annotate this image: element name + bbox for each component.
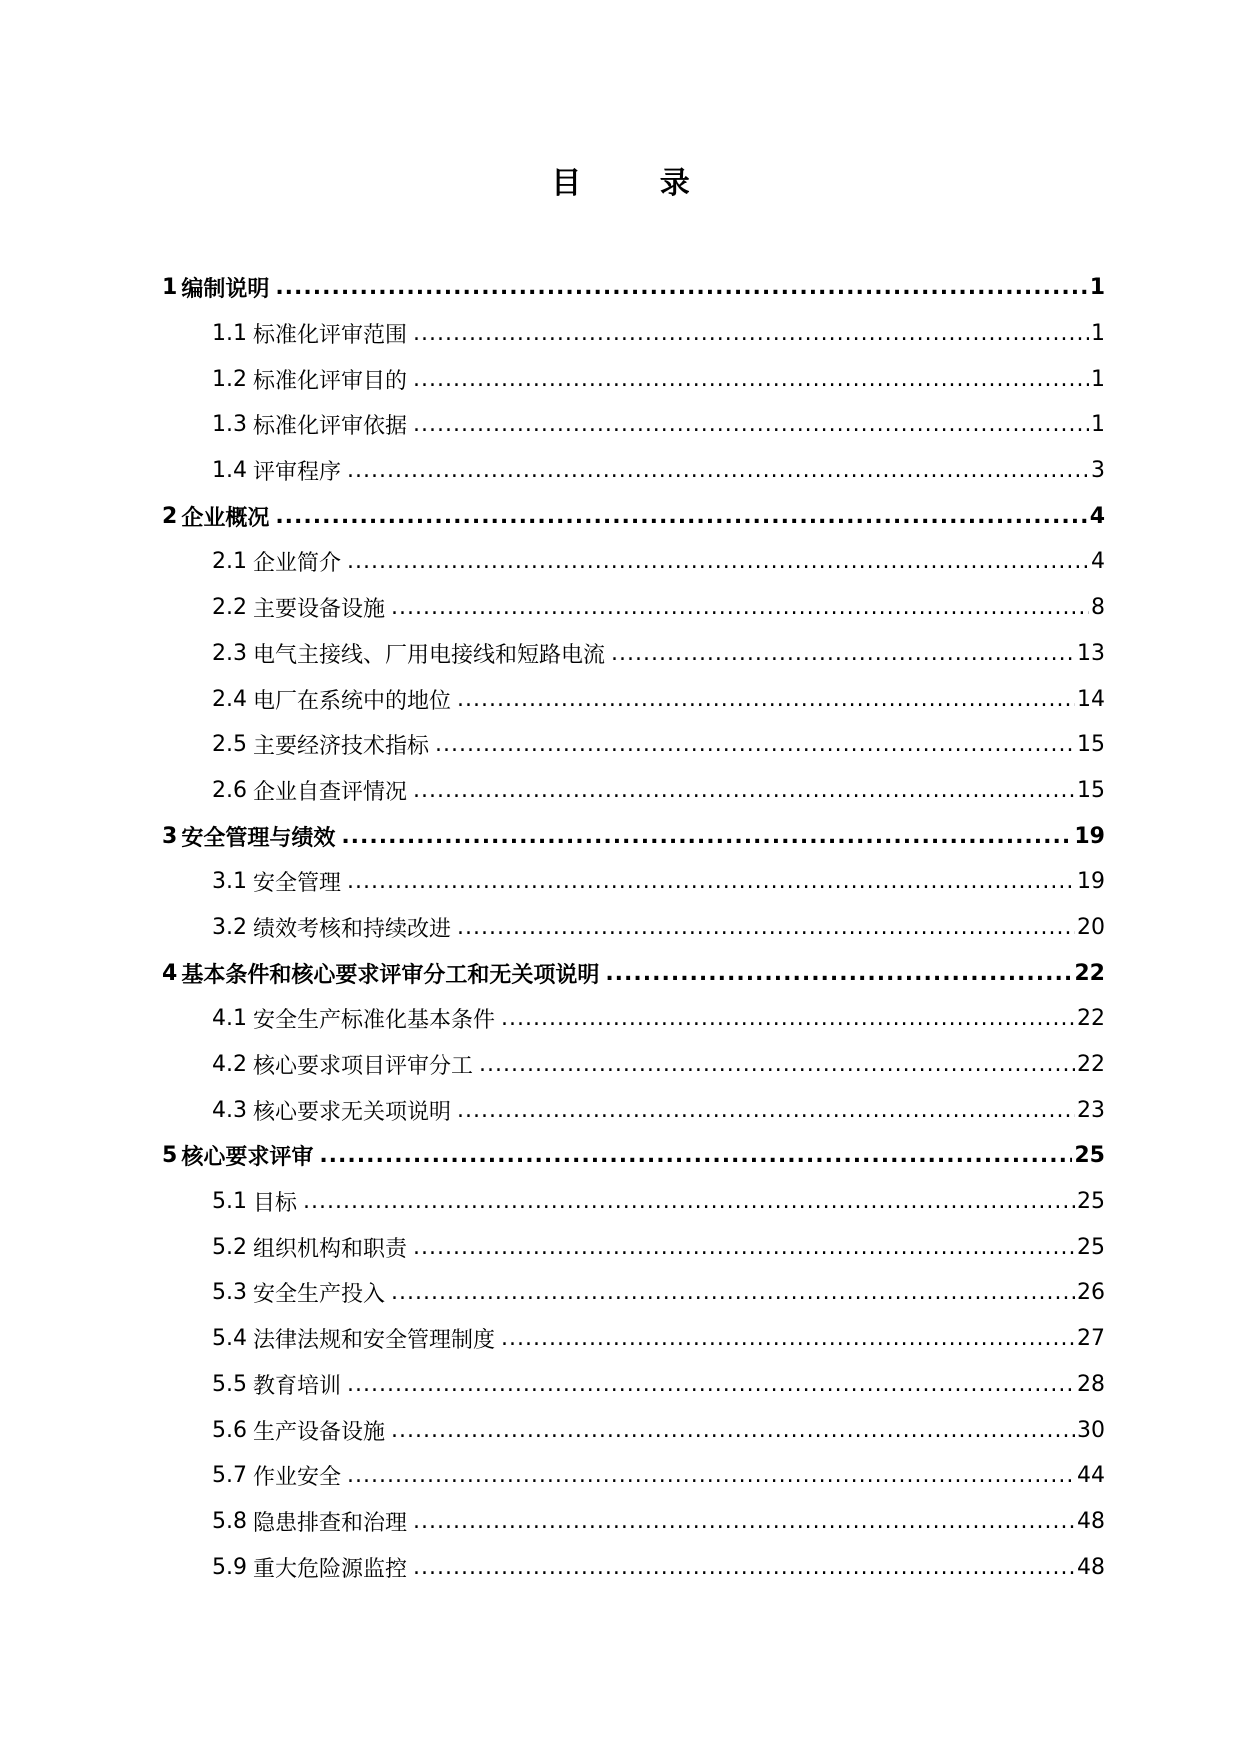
toc-entry-number: 2.4 xyxy=(212,686,247,712)
toc-section-entry[interactable] xyxy=(162,356,1105,402)
toc-entry-number: 5.6 xyxy=(212,1417,247,1443)
toc-page-number: 28 xyxy=(1077,1371,1105,1397)
toc-page-number: 22 xyxy=(1077,1006,1105,1032)
toc-dot-leader xyxy=(413,1555,1075,1580)
toc-entry-number: 5 xyxy=(162,1143,178,1169)
toc-section-entry[interactable] xyxy=(162,768,1105,814)
toc-dot-leader xyxy=(435,732,1075,757)
toc-page-number: 20 xyxy=(1077,914,1105,940)
toc-entry-title: 标准化评审依据 xyxy=(253,414,408,440)
toc-entry-title: 教育培训 xyxy=(253,1373,342,1399)
toc-entry-title: 组织机构和职责 xyxy=(253,1236,408,1262)
toc-dot-leader xyxy=(347,1372,1075,1397)
toc-page-number: 14 xyxy=(1077,686,1105,712)
toc-entry-number: 5.7 xyxy=(212,1463,247,1489)
toc-entry-title: 标准化评审范围 xyxy=(253,323,408,349)
toc-entry-title: 生产设备设施 xyxy=(253,1419,386,1445)
toc-entry-title: 目标 xyxy=(253,1191,298,1217)
toc-page-number: 30 xyxy=(1077,1417,1105,1443)
toc-section-entry[interactable] xyxy=(162,1407,1105,1453)
toc-section-entry[interactable] xyxy=(162,676,1105,722)
toc-entry-title: 绩效考核和持续改进 xyxy=(253,916,452,942)
toc-entry-number: 5.8 xyxy=(212,1508,247,1534)
toc-page-number: 22 xyxy=(1074,960,1105,986)
toc-entry-number: 5.3 xyxy=(212,1280,247,1306)
toc-page-number: 8 xyxy=(1091,595,1105,621)
toc-entry-number: 2 xyxy=(162,503,178,529)
toc-page-number: 26 xyxy=(1077,1280,1105,1306)
page-title: 目 录 xyxy=(551,166,724,201)
toc-entry-title: 标准化评审目的 xyxy=(253,368,408,394)
toc-dot-leader xyxy=(303,1189,1075,1214)
toc-section-entry[interactable] xyxy=(162,1499,1105,1545)
toc-section-entry[interactable] xyxy=(162,1270,1105,1316)
toc-dot-leader xyxy=(347,869,1075,894)
toc-page-number: 13 xyxy=(1077,640,1105,666)
toc-dot-leader xyxy=(413,412,1089,437)
toc-dot-leader xyxy=(413,1235,1075,1260)
toc-section-entry[interactable] xyxy=(162,1042,1105,1088)
toc-entry-number: 1.3 xyxy=(212,412,247,438)
toc-dot-leader xyxy=(275,275,1087,300)
toc-dot-leader xyxy=(457,687,1075,712)
toc-entry-number: 1.2 xyxy=(212,366,247,392)
toc-chapter-entry[interactable] xyxy=(162,950,1105,996)
toc-section-entry[interactable] xyxy=(162,1224,1105,1270)
toc-entry-number: 1.1 xyxy=(212,321,247,347)
toc-entry-title: 安全生产投入 xyxy=(253,1282,386,1308)
toc-chapter-entry[interactable] xyxy=(162,1133,1105,1179)
toc-entry-number: 5.5 xyxy=(212,1371,247,1397)
toc-entry-title: 作业安全 xyxy=(253,1465,342,1491)
toc-entry-title: 电厂在系统中的地位 xyxy=(253,688,452,714)
toc-page-number: 1 xyxy=(1089,275,1105,301)
toc-dot-leader xyxy=(501,1326,1075,1351)
toc-entry-number: 4 xyxy=(162,960,178,986)
toc-entry-title: 重大危险源监控 xyxy=(253,1556,408,1582)
toc-entry-number: 2.5 xyxy=(212,732,247,758)
toc-dot-leader xyxy=(319,1143,1072,1168)
toc-section-entry[interactable] xyxy=(162,1544,1105,1590)
toc-entry-number: 1.4 xyxy=(212,458,247,484)
toc-dot-leader xyxy=(391,595,1089,620)
toc-chapter-entry[interactable] xyxy=(162,813,1105,859)
toc-dot-leader xyxy=(391,1418,1075,1443)
toc-section-entry[interactable] xyxy=(162,1087,1105,1133)
toc-entry-title: 核心要求无关项说明 xyxy=(253,1099,452,1125)
toc-dot-leader xyxy=(347,549,1089,574)
toc-entry-title: 主要设备设施 xyxy=(253,597,386,623)
toc-page-number: 4 xyxy=(1091,549,1105,575)
toc-dot-leader xyxy=(391,1280,1075,1305)
toc-page-number: 1 xyxy=(1091,366,1105,392)
toc-page-number: 1 xyxy=(1091,412,1105,438)
toc-section-entry[interactable] xyxy=(162,539,1105,585)
toc-page-number: 25 xyxy=(1074,1143,1105,1169)
toc-dot-leader xyxy=(413,367,1089,392)
toc-dot-leader xyxy=(501,1006,1075,1031)
toc-page-number: 27 xyxy=(1077,1326,1105,1352)
toc-section-entry[interactable] xyxy=(162,859,1105,905)
toc-page-number: 4 xyxy=(1089,503,1105,529)
toc-dot-leader xyxy=(413,321,1089,346)
toc-chapter-entry[interactable] xyxy=(162,265,1105,311)
toc-entry-number: 1 xyxy=(162,275,178,301)
toc-page-number: 19 xyxy=(1077,869,1105,895)
toc-entry-title: 主要经济技术指标 xyxy=(253,734,430,760)
toc-entry-number: 3 xyxy=(162,823,178,849)
toc-page-number: 48 xyxy=(1077,1554,1105,1580)
toc-section-entry[interactable] xyxy=(162,722,1105,768)
toc-entry-title: 安全管理与绩效 xyxy=(181,825,336,851)
table-of-contents xyxy=(162,265,1105,1590)
toc-page-number: 15 xyxy=(1077,732,1105,758)
toc-entry-number: 3.2 xyxy=(212,914,247,940)
toc-entry-title: 安全管理 xyxy=(253,871,342,897)
toc-page-number: 23 xyxy=(1077,1097,1105,1123)
toc-entry-number: 2.2 xyxy=(212,595,247,621)
toc-section-entry[interactable] xyxy=(162,996,1105,1042)
toc-dot-leader xyxy=(457,1098,1075,1123)
toc-section-entry[interactable] xyxy=(162,631,1105,677)
toc-dot-leader xyxy=(457,915,1075,940)
toc-entry-number: 5.4 xyxy=(212,1326,247,1352)
toc-entry-title: 核心要求项目评审分工 xyxy=(253,1054,474,1080)
toc-entry-title: 电气主接线、厂用电接线和短路电流 xyxy=(253,642,606,668)
toc-page-number: 25 xyxy=(1077,1189,1105,1215)
toc-entry-number: 3.1 xyxy=(212,869,247,895)
toc-entry-number: 2.3 xyxy=(212,640,247,666)
toc-dot-leader xyxy=(413,778,1075,803)
toc-section-entry[interactable] xyxy=(162,585,1105,631)
toc-entry-number: 5.2 xyxy=(212,1234,247,1260)
toc-entry-number: 4.3 xyxy=(212,1097,247,1123)
toc-entry-title: 评审程序 xyxy=(253,460,342,486)
toc-page-number: 25 xyxy=(1077,1234,1105,1260)
toc-section-entry[interactable] xyxy=(162,1453,1105,1499)
toc-dot-leader xyxy=(341,824,1072,849)
toc-page-number: 3 xyxy=(1091,458,1105,484)
toc-entry-title: 法律法规和安全管理制度 xyxy=(253,1328,496,1354)
toc-dot-leader xyxy=(605,961,1072,986)
toc-page-number: 22 xyxy=(1077,1052,1105,1078)
toc-page-number: 1 xyxy=(1091,321,1105,347)
toc-section-entry[interactable] xyxy=(162,448,1105,494)
toc-page-number: 48 xyxy=(1077,1508,1105,1534)
toc-page-number: 19 xyxy=(1074,823,1105,849)
toc-entry-number: 2.1 xyxy=(212,549,247,575)
toc-dot-leader xyxy=(347,1463,1075,1488)
toc-entry-title: 企业概况 xyxy=(181,505,270,531)
toc-entry-title: 隐患排查和治理 xyxy=(253,1510,408,1536)
toc-entry-number: 4.1 xyxy=(212,1006,247,1032)
toc-section-entry[interactable] xyxy=(162,1362,1105,1408)
toc-entry-title: 企业简介 xyxy=(253,551,342,577)
toc-entry-title: 编制说明 xyxy=(181,277,270,303)
toc-page-number: 15 xyxy=(1077,777,1105,803)
toc-section-entry[interactable] xyxy=(162,905,1105,951)
toc-section-entry[interactable] xyxy=(162,311,1105,357)
toc-entry-number: 4.2 xyxy=(212,1052,247,1078)
toc-page-number: 44 xyxy=(1077,1463,1105,1489)
toc-entry-title: 核心要求评审 xyxy=(181,1145,314,1171)
toc-section-entry[interactable] xyxy=(162,1179,1105,1225)
toc-section-entry[interactable] xyxy=(162,402,1105,448)
toc-entry-number: 5.9 xyxy=(212,1554,247,1580)
toc-dot-leader xyxy=(413,1509,1075,1534)
toc-dot-leader xyxy=(275,504,1087,529)
toc-section-entry[interactable] xyxy=(162,1316,1105,1362)
toc-entry-number: 5.1 xyxy=(212,1189,247,1215)
toc-entry-number: 2.6 xyxy=(212,777,247,803)
toc-dot-leader xyxy=(479,1052,1075,1077)
toc-chapter-entry[interactable] xyxy=(162,493,1105,539)
toc-dot-leader xyxy=(347,458,1089,483)
toc-entry-title: 安全生产标准化基本条件 xyxy=(253,1008,496,1034)
toc-dot-leader xyxy=(611,641,1075,666)
toc-entry-title: 企业自查评情况 xyxy=(253,779,408,805)
toc-entry-title: 基本条件和核心要求评审分工和无关项说明 xyxy=(181,962,600,988)
